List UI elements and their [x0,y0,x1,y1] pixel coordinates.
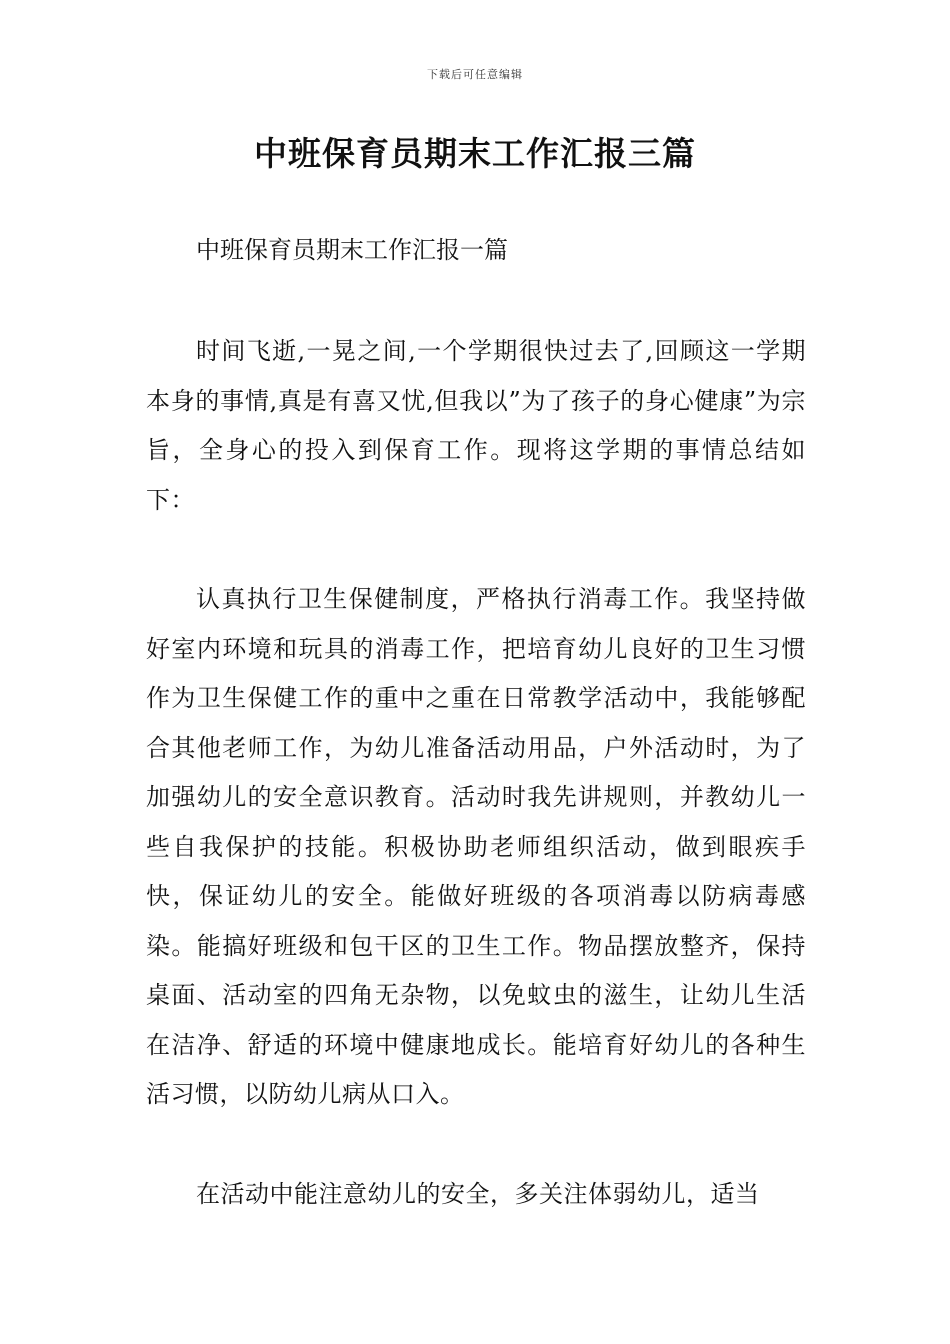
document-title: 中班保育员期末工作汇报三篇 [254,134,696,173]
paragraph-intro: 时间飞逝,一晃之间,一个学期很快过去了,回顾这一学期本身的事情,真是有喜又忧,但我以”为了孩子的身心健康”为宗旨，全身心的投入到保育工作。现将这学期的事情总结如下： [146,337,806,514]
paragraph-hygiene: 认真执行卫生保健制度，严格执行消毒工作。我坚持做好室内环境和玩具的消毒工作，把培育幼儿良好的卫生习惯作为卫生保健工作的重中之重在日常教学活动中，我能够配合其他老师工作，为幼儿准备活动用品，户外活动时，为了加强幼儿的安全意识教育。活动时我先讲规则，并教幼儿一些自我保护的技能。积极协助老师组织活动，做到眼疾手快，保证幼儿的安全。能做好班级的各项消毒以防病毒感染。能搞好班级和包干区的卫生工作。物品摆放整齐，保持桌面、活动室的四角无杂物，以免蚊虫的滋生，让幼儿生活在洁净、舒适的环境中健康地成长。能培育好幼儿的各种生活习惯，以防幼儿病从口入。 [146,585,806,1108]
header-note: 下载后可任意编辑 [427,68,523,81]
section-subtitle: 中班保育员期末工作汇报一篇 [196,236,508,264]
paragraph-safety: 在活动中能注意幼儿的安全，多关注体弱幼儿，适当 [196,1180,760,1208]
